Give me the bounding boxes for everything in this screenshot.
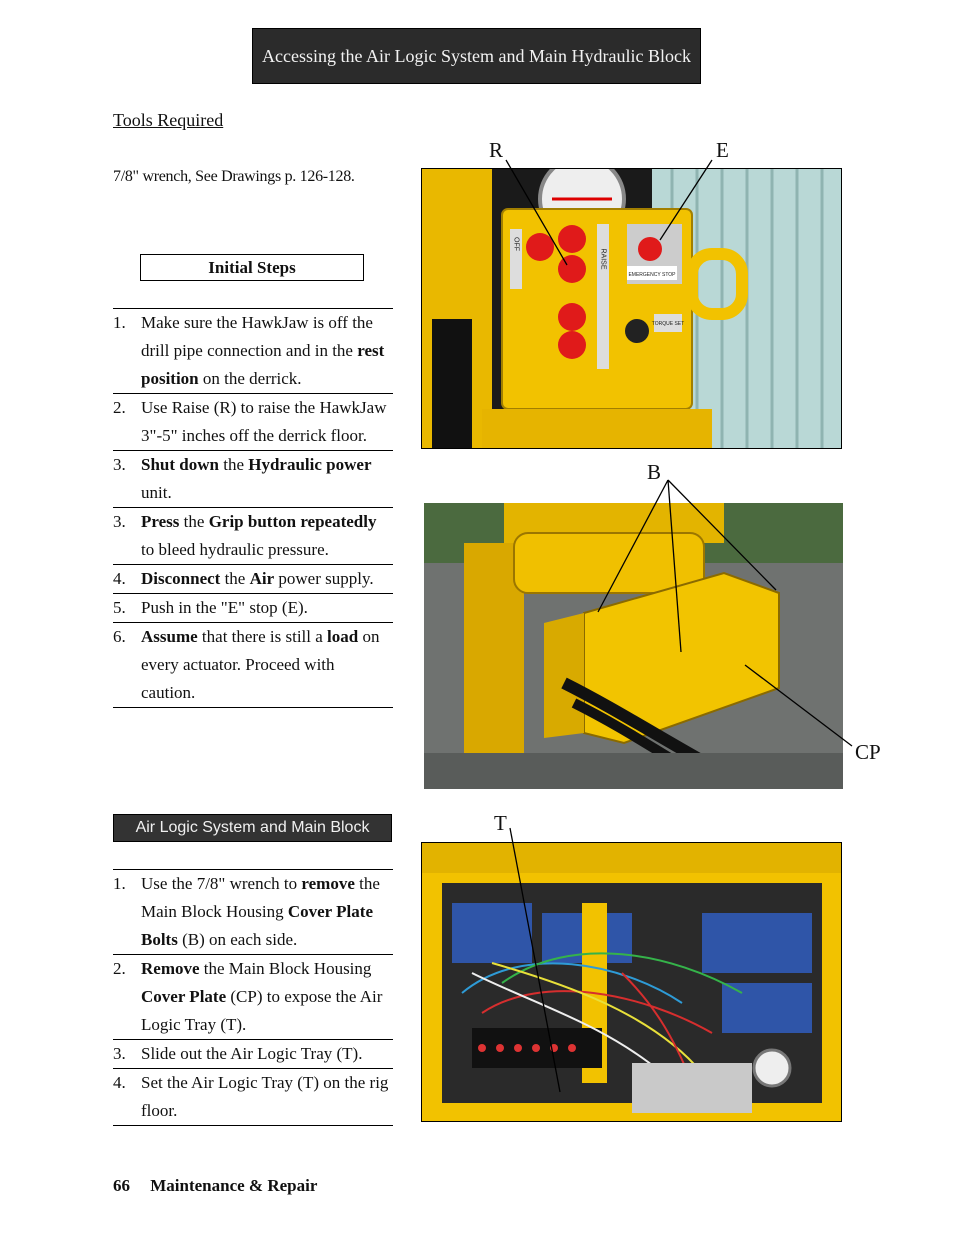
step-text-run: power supply. xyxy=(274,569,374,588)
list-item xyxy=(113,870,393,955)
step-number: 2. xyxy=(113,959,126,978)
step-text-bold: Remove xyxy=(141,959,200,978)
step-text-run: Push in the "E" stop (E). xyxy=(141,598,308,617)
air-logic-tray-illustration xyxy=(422,843,842,1122)
step-text-run: the xyxy=(218,455,249,474)
list-item xyxy=(113,451,393,508)
step-text-run: unit. xyxy=(141,483,172,502)
tools-text: 7/8" wrench, See Drawings p. 126-128. xyxy=(113,168,355,185)
page-number: 66 xyxy=(113,1176,130,1195)
page-title: Accessing the Air Logic System and Main Hydraulic Block xyxy=(252,28,701,84)
step-number: 3. xyxy=(113,512,126,531)
step-number: 5. xyxy=(113,598,126,617)
step-text-run: the Main Block Housing xyxy=(141,874,380,921)
list-item xyxy=(113,565,393,594)
list-item xyxy=(113,309,393,394)
step-text-run: Use Raise (R) to raise the HawkJaw 3"-5" inches off the derrick floor. xyxy=(141,398,387,445)
label-cover-plate-cp: CP xyxy=(855,740,881,764)
list-item xyxy=(113,1040,393,1069)
step-text-bold: Cover Plate Bolts xyxy=(141,902,373,949)
step-number: 3. xyxy=(113,455,126,474)
tools-heading: Tools Required xyxy=(113,110,224,130)
panel-text-off: OFF xyxy=(512,237,520,251)
step-text-bold: Grip button repeatedly xyxy=(208,512,377,531)
step-text-bold: Air xyxy=(249,569,275,588)
step-text-run: Make sure the HawkJaw is off the drill pipe connection and in the xyxy=(141,313,373,360)
step-text xyxy=(141,451,393,507)
step-text-run: that there is still a xyxy=(197,627,328,646)
step-text-bold: Press xyxy=(141,512,180,531)
control-panel-illustration xyxy=(422,169,842,449)
step-text-run: Slide out the Air Logic Tray (T). xyxy=(141,1044,363,1063)
step-text-run: on the derrick. xyxy=(198,369,302,388)
control-panel-photo xyxy=(421,168,842,449)
step-text-run: (B) on each side. xyxy=(177,930,298,949)
step-text-bold: load xyxy=(327,627,359,646)
label-bolts-b: B xyxy=(647,460,662,484)
step-text xyxy=(141,1040,393,1068)
step-text xyxy=(141,508,393,564)
step-text-run: Set the Air Logic Tray (T) on the rig floor. xyxy=(141,1073,389,1120)
list-item xyxy=(113,1069,393,1126)
step-text-run: the Main Block Housing xyxy=(199,959,372,978)
step-text-run: on every actuator. Proceed with caution. xyxy=(141,627,380,702)
step-text xyxy=(141,870,393,954)
step-number: 4. xyxy=(113,569,126,588)
step-text-run: to bleed hydraulic pressure. xyxy=(141,540,329,559)
step-number: 1. xyxy=(113,313,126,332)
label-estop-e: E xyxy=(716,138,729,162)
panel-text-torque: TORQUE SET xyxy=(651,321,685,327)
step-text-run: the xyxy=(220,569,250,588)
step-number: 6. xyxy=(113,627,126,646)
step-text-bold: Hydraulic power xyxy=(248,455,372,474)
air-logic-tray-photo xyxy=(421,842,842,1122)
step-text xyxy=(141,394,393,450)
list-item xyxy=(113,955,393,1040)
step-text-run: Use the 7/8" wrench to xyxy=(141,874,302,893)
step-number: 4. xyxy=(113,1073,126,1092)
list-item xyxy=(113,623,393,708)
step-text xyxy=(141,594,393,622)
panel-text-emergency: EMERGENCY STOP xyxy=(628,272,676,278)
step-number: 1. xyxy=(113,874,126,893)
step-text xyxy=(141,955,393,1039)
housing-illustration xyxy=(424,503,843,789)
main-block-housing-photo xyxy=(424,503,843,789)
step-text xyxy=(141,309,393,393)
step-text-bold: remove xyxy=(301,874,355,893)
step-text-bold: Assume xyxy=(141,627,198,646)
list-item xyxy=(113,508,393,565)
step-text-bold: Disconnect xyxy=(141,569,221,588)
initial-steps-heading: Initial Steps xyxy=(140,254,364,281)
step-text-bold: Cover Plate xyxy=(141,987,227,1006)
air-logic-steps-list xyxy=(113,869,393,1126)
label-tray-t: T xyxy=(494,811,507,835)
air-logic-heading: Air Logic System and Main Block xyxy=(113,814,392,842)
panel-text-raise: RAISE xyxy=(599,248,607,270)
step-text xyxy=(141,1069,393,1125)
initial-steps-list xyxy=(113,308,393,708)
step-text-bold: rest position xyxy=(141,341,385,388)
page-footer xyxy=(113,1176,317,1196)
step-text-run: (CP) to expose the Air Logic Tray (T). xyxy=(141,987,383,1034)
step-text xyxy=(141,623,393,707)
label-raise-r: R xyxy=(489,138,504,162)
list-item xyxy=(113,394,393,451)
list-item xyxy=(113,594,393,623)
step-text-run: the xyxy=(179,512,209,531)
step-number: 3. xyxy=(113,1044,126,1063)
step-text-bold: Shut down xyxy=(141,455,219,474)
footer-section: Maintenance & Repair xyxy=(150,1176,318,1195)
step-number: 2. xyxy=(113,398,126,417)
step-text xyxy=(141,565,393,593)
